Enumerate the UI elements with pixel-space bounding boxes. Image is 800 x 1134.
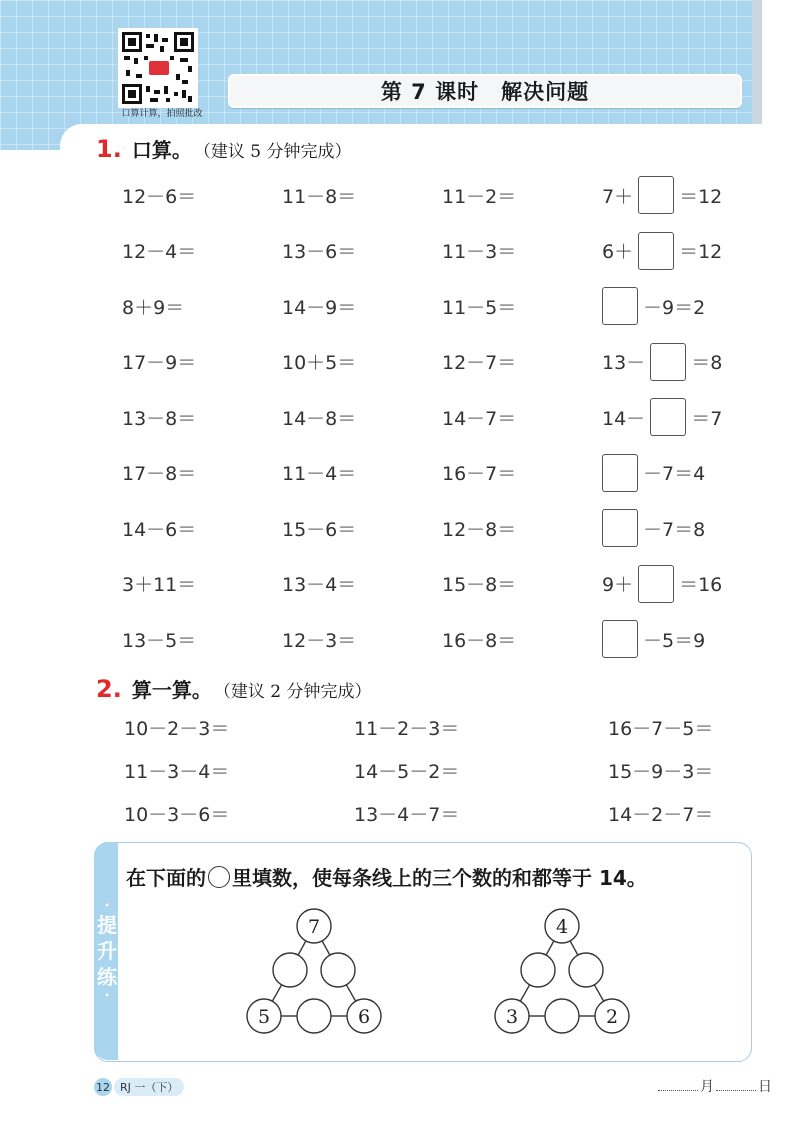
qr-caption: 口算计算，拍照批改 (121, 109, 203, 119)
given-number: 4 (555, 916, 569, 938)
calc-problem: 13－4－7＝ (354, 803, 460, 826)
oral-problem: 3＋11＝ (122, 574, 197, 596)
circle-icon (208, 866, 230, 888)
oral-problem: 12－4＝ (122, 241, 197, 263)
oral-problem: 14－8＝ (282, 407, 357, 430)
blank-circle[interactable] (321, 953, 355, 987)
problem-prefix: 9＋ (602, 574, 634, 596)
answer-box[interactable] (650, 343, 686, 381)
day-blank[interactable] (716, 1090, 756, 1091)
oral-problem: 13－5＝ (122, 629, 197, 652)
calc-problem: 14－2－7＝ (608, 803, 714, 826)
answer-box[interactable] (602, 509, 638, 547)
problem-prefix: 7＋ (602, 185, 634, 208)
oral-problem: 11－3＝ (442, 241, 517, 263)
grade-label: RJ 一（下） (114, 1078, 184, 1096)
oral-problem: 15－6＝ (282, 518, 357, 541)
given-number: 6 (357, 1006, 371, 1028)
fill-blank-problem (602, 565, 722, 603)
oral-problem: 16－7＝ (442, 463, 517, 485)
fill-blank-problem (602, 287, 705, 325)
page-number: 12 (94, 1078, 112, 1096)
connector-line (272, 985, 281, 1001)
oral-problem: 13－8＝ (122, 407, 197, 430)
blank-circle[interactable] (521, 953, 555, 987)
practice-task-after: 里填数，使每条线上的三个数的和都等于 14。 (232, 866, 647, 890)
answer-box[interactable] (602, 454, 638, 492)
answer-box[interactable] (602, 620, 638, 658)
calc-problem: 11－3－4＝ (124, 760, 230, 783)
connector-line (346, 985, 355, 1001)
calc-problem: 10－3－6＝ (124, 803, 230, 826)
answer-box[interactable] (638, 232, 674, 270)
section2-number: 2. (96, 675, 122, 703)
section1-title: 口算。 (131, 138, 192, 162)
practice-label-char: 提 (97, 913, 117, 937)
oral-problem: 15－8＝ (442, 574, 517, 596)
calc-problem: 14－5－2＝ (354, 760, 460, 783)
calc-problem: 11－2－3＝ (354, 717, 460, 740)
oral-problem: 13－4＝ (282, 574, 357, 596)
oral-problem: 14－6＝ (122, 518, 197, 541)
oral-problem: 12－6＝ (122, 185, 197, 208)
problem-suffix: ＝8 (691, 352, 723, 374)
date-area (656, 1076, 772, 1096)
month-label: 月 (700, 1079, 714, 1095)
practice-label: • 提 升 练 • (94, 900, 120, 1002)
section2-heading (96, 674, 371, 703)
practice-task-before: 在下面的 (126, 866, 206, 890)
lesson-title-bar (228, 74, 742, 108)
answer-box[interactable] (638, 176, 674, 214)
given-number: 3 (505, 1006, 519, 1028)
problem-suffix: ＝12 (679, 185, 723, 208)
number-triangle (244, 900, 384, 1040)
oral-problem: 8＋9＝ (122, 296, 185, 319)
oral-problem: 13－6＝ (282, 241, 357, 263)
oral-problem: 11－8＝ (282, 185, 357, 208)
problem-suffix: ＝7 (691, 407, 723, 430)
fill-blank-problem (602, 232, 722, 270)
fill-blank-problem (602, 454, 705, 492)
section1-number: 1. (96, 135, 122, 163)
connector-line (570, 941, 578, 955)
calc-problem: 10－2－3＝ (124, 717, 230, 740)
oral-problem: 17－8＝ (122, 463, 197, 485)
connector-line (520, 985, 529, 1001)
answer-box[interactable] (650, 398, 686, 436)
month-blank[interactable] (658, 1090, 698, 1091)
given-number: 5 (257, 1006, 271, 1028)
fill-blank-problem (602, 176, 722, 214)
oral-problem: 11－5＝ (442, 296, 517, 319)
connector-line (594, 985, 603, 1001)
fill-blank-problem (602, 620, 705, 658)
oral-problem: 14－7＝ (442, 407, 517, 430)
oral-problem: 12－7＝ (442, 352, 517, 374)
problem-prefix: 13－ (602, 352, 646, 374)
connector-line (298, 941, 306, 955)
section2-title: 算一算。 (131, 678, 212, 702)
answer-box[interactable] (638, 565, 674, 603)
fill-blank-problem (602, 343, 722, 381)
qr-code-icon[interactable] (118, 28, 198, 108)
oral-problem: 11－4＝ (282, 463, 357, 485)
connector-line (322, 941, 330, 955)
blank-circle[interactable] (297, 999, 331, 1033)
problem-suffix: －5＝9 (643, 629, 706, 652)
oral-problem: 12－3＝ (282, 629, 357, 652)
fill-blank-problem (602, 398, 722, 436)
answer-box[interactable] (602, 287, 638, 325)
practice-label-char: 升 (97, 939, 117, 963)
calc-problem: 16－7－5＝ (608, 717, 714, 740)
problem-suffix: ＝16 (679, 574, 723, 596)
given-number: 2 (605, 1006, 619, 1028)
practice-task (126, 862, 647, 891)
lesson-title: 第 7 课时 解决问题 (380, 80, 590, 104)
problem-suffix: －7＝8 (643, 518, 706, 541)
oral-problem: 12－8＝ (442, 518, 517, 541)
number-triangle (492, 900, 632, 1040)
blank-circle[interactable] (545, 999, 579, 1033)
blank-circle[interactable] (569, 953, 603, 987)
problem-suffix: －7＝4 (643, 463, 706, 485)
practice-label-char: 练 (97, 965, 117, 989)
oral-problem: 14－9＝ (282, 296, 357, 319)
day-label: 日 (758, 1079, 772, 1095)
problem-suffix: ＝12 (679, 241, 723, 263)
problem-prefix: 14－ (602, 407, 646, 430)
calc-problem: 15－9－3＝ (608, 760, 714, 783)
oral-problem: 17－9＝ (122, 352, 197, 374)
section1-heading (96, 134, 351, 163)
problem-prefix: 6＋ (602, 241, 634, 263)
section1-note: （建议 5 分钟完成） (193, 142, 352, 162)
given-number: 7 (307, 916, 321, 938)
section2-note: （建议 2 分钟完成） (213, 682, 372, 702)
oral-problem: 11－2＝ (442, 185, 517, 208)
oral-problem: 16－8＝ (442, 629, 517, 652)
fill-blank-problem (602, 509, 705, 547)
connector-line (546, 941, 554, 955)
oral-problem: 10＋5＝ (282, 352, 357, 374)
problem-suffix: －9＝2 (643, 296, 706, 319)
blank-circle[interactable] (273, 953, 307, 987)
